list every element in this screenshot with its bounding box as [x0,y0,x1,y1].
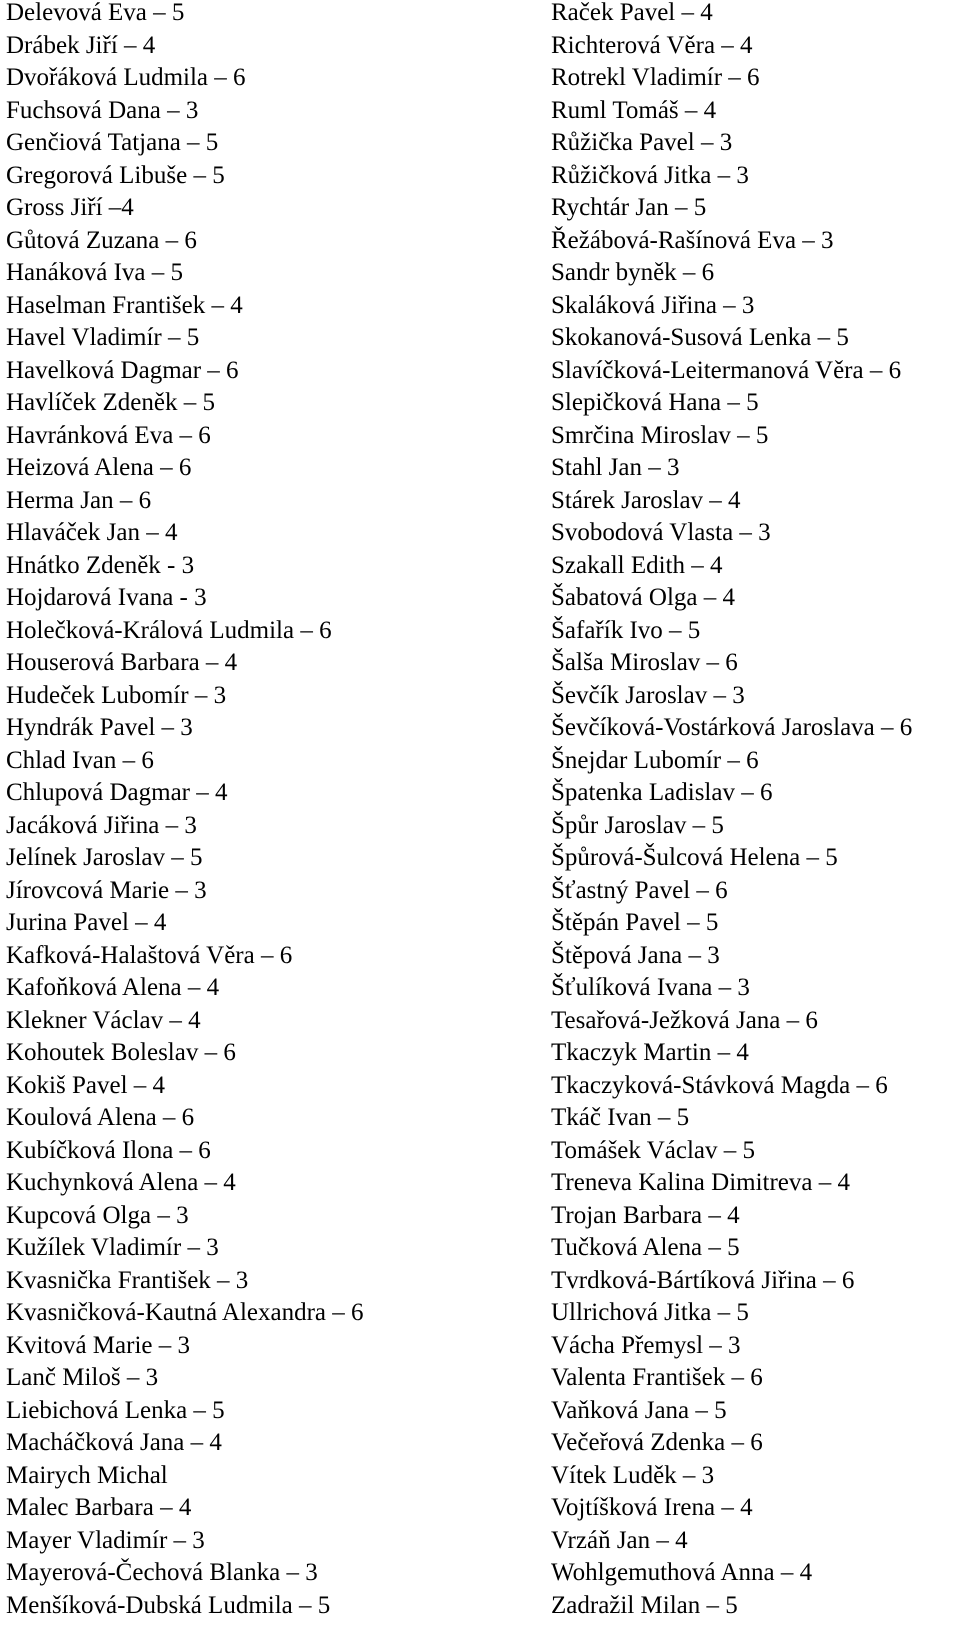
name-entry: Szakall Edith – 4 [551,553,956,586]
name-entry: Svobodová Vlasta – 3 [551,520,956,553]
name-entry: Macháčková Jana – 4 [6,1430,526,1463]
name-entry: Raček Pavel – 4 [551,0,956,33]
name-entry: Jelínek Jaroslav – 5 [6,845,526,878]
name-entry: Chlad Ivan – 6 [6,748,526,781]
name-entry: Vítek Luděk – 3 [551,1463,956,1496]
name-entry: Stárek Jaroslav – 4 [551,488,956,521]
name-entry: Šťulíková Ivana – 3 [551,975,956,1008]
name-entry: Kvitová Marie – 3 [6,1333,526,1366]
name-entry: Jacáková Jiřina – 3 [6,813,526,846]
name-entry: Tkaczyková-Stávková Magda – 6 [551,1073,956,1106]
name-entry: Herma Jan – 6 [6,488,526,521]
name-entry: Špůrová-Šulcová Helena – 5 [551,845,956,878]
name-entry: Gůtová Zuzana – 6 [6,228,526,261]
name-entry: Slavíčková-Leitermanová Věra – 6 [551,358,956,391]
name-entry: Havlíček Zdeněk – 5 [6,390,526,423]
name-entry: Mayer Vladimír – 3 [6,1528,526,1561]
name-list-left-column [6,0,526,1625]
name-entry: Slepičková Hana – 5 [551,390,956,423]
name-entry: Mairych Michal [6,1463,526,1496]
name-entry: Šťastný Pavel – 6 [551,878,956,911]
name-entry: Hanáková Iva – 5 [6,260,526,293]
name-list-right-column [551,0,956,1625]
name-entry: Štěpová Jana – 3 [551,943,956,976]
name-entry: Vaňková Jana – 5 [551,1398,956,1431]
name-entry: Kužílek Vladimír – 3 [6,1235,526,1268]
name-entry: Liebichová Lenka – 5 [6,1398,526,1431]
name-entry: Vrzáň Jan – 4 [551,1528,956,1561]
name-entry: Stahl Jan – 3 [551,455,956,488]
name-entry: Haselman František – 4 [6,293,526,326]
name-entry: Havelková Dagmar – 6 [6,358,526,391]
name-entry: Genčiová Tatjana – 5 [6,130,526,163]
name-entry: Kupcová Olga – 3 [6,1203,526,1236]
name-entry: Kokiš Pavel – 4 [6,1073,526,1106]
name-entry: Houserová Barbara – 4 [6,650,526,683]
name-entry: Valenta František – 6 [551,1365,956,1398]
name-entry: Rychtár Jan – 5 [551,195,956,228]
name-entry: Kubíčková Ilona – 6 [6,1138,526,1171]
name-entry: Tučková Alena – 5 [551,1235,956,1268]
name-entry: Skaláková Jiřina – 3 [551,293,956,326]
name-entry: Drábek Jiří – 4 [6,33,526,66]
name-entry: Růžičková Jitka – 3 [551,163,956,196]
name-entry: Wohlgemuthová Anna – 4 [551,1560,956,1593]
name-entry: Hlaváček Jan – 4 [6,520,526,553]
name-entry: Havránková Eva – 6 [6,423,526,456]
name-entry: Ruml Tomáš – 4 [551,98,956,131]
name-entry: Večeřová Zdenka – 6 [551,1430,956,1463]
name-entry: Vácha Přemysl – 3 [551,1333,956,1366]
name-entry: Ševčíková-Vostárková Jaroslava – 6 [551,715,956,748]
name-entry: Chlupová Dagmar – 4 [6,780,526,813]
name-entry: Tvrdková-Bártíková Jiřina – 6 [551,1268,956,1301]
name-entry: Růžička Pavel – 3 [551,130,956,163]
name-entry: Kafoňková Alena – 4 [6,975,526,1008]
name-entry: Tkáč Ivan – 5 [551,1105,956,1138]
name-entry: Skokanová-Susová Lenka – 5 [551,325,956,358]
name-entry: Vojtíšková Irena – 4 [551,1495,956,1528]
name-entry: Hnátko Zdeněk - 3 [6,553,526,586]
name-entry: Kuchynková Alena – 4 [6,1170,526,1203]
name-entry: Dvořáková Ludmila – 6 [6,65,526,98]
name-entry: Havel Vladimír – 5 [6,325,526,358]
name-entry: Hyndrák Pavel – 3 [6,715,526,748]
name-entry: Jírovcová Marie – 3 [6,878,526,911]
name-entry: Zadražil Milan – 5 [551,1593,956,1625]
name-entry: Špůr Jaroslav – 5 [551,813,956,846]
name-entry: Tomášek Václav – 5 [551,1138,956,1171]
name-entry: Koulová Alena – 6 [6,1105,526,1138]
name-entry: Smrčina Miroslav – 5 [551,423,956,456]
name-entry: Sandr byněk – 6 [551,260,956,293]
name-entry: Treneva Kalina Dimitreva – 4 [551,1170,956,1203]
name-entry: Heizová Alena – 6 [6,455,526,488]
name-entry: Delevová Eva – 5 [6,0,526,33]
name-entry: Šafařík Ivo – 5 [551,618,956,651]
name-entry: Špatenka Ladislav – 6 [551,780,956,813]
name-entry: Řežábová-Rašínová Eva – 3 [551,228,956,261]
name-entry: Trojan Barbara – 4 [551,1203,956,1236]
name-entry: Tesařová-Ježková Jana – 6 [551,1008,956,1041]
name-entry: Šalša Miroslav – 6 [551,650,956,683]
name-entry: Rotrekl Vladimír – 6 [551,65,956,98]
name-entry: Richterová Věra – 4 [551,33,956,66]
name-entry: Ullrichová Jitka – 5 [551,1300,956,1333]
name-entry: Gregorová Libuše – 5 [6,163,526,196]
name-entry: Lanč Miloš – 3 [6,1365,526,1398]
name-entry: Šnejdar Lubomír – 6 [551,748,956,781]
name-entry: Kvasnička František – 3 [6,1268,526,1301]
name-entry: Menšíková-Dubská Ludmila – 5 [6,1593,526,1625]
name-entry: Tkaczyk Martin – 4 [551,1040,956,1073]
name-entry: Klekner Václav – 4 [6,1008,526,1041]
name-entry: Holečková-Králová Ludmila – 6 [6,618,526,651]
name-entry: Jurina Pavel – 4 [6,910,526,943]
name-entry: Mayerová-Čechová Blanka – 3 [6,1560,526,1593]
name-entry: Štěpán Pavel – 5 [551,910,956,943]
name-entry: Hudeček Lubomír – 3 [6,683,526,716]
name-entry: Malec Barbara – 4 [6,1495,526,1528]
name-entry: Kohoutek Boleslav – 6 [6,1040,526,1073]
name-entry: Kafková-Halaštová Věra – 6 [6,943,526,976]
name-entry: Gross Jiří –4 [6,195,526,228]
name-entry: Kvasničková-Kautná Alexandra – 6 [6,1300,526,1333]
name-entry: Šabatová Olga – 4 [551,585,956,618]
name-entry: Fuchsová Dana – 3 [6,98,526,131]
name-entry: Ševčík Jaroslav – 3 [551,683,956,716]
name-entry: Hojdarová Ivana - 3 [6,585,526,618]
